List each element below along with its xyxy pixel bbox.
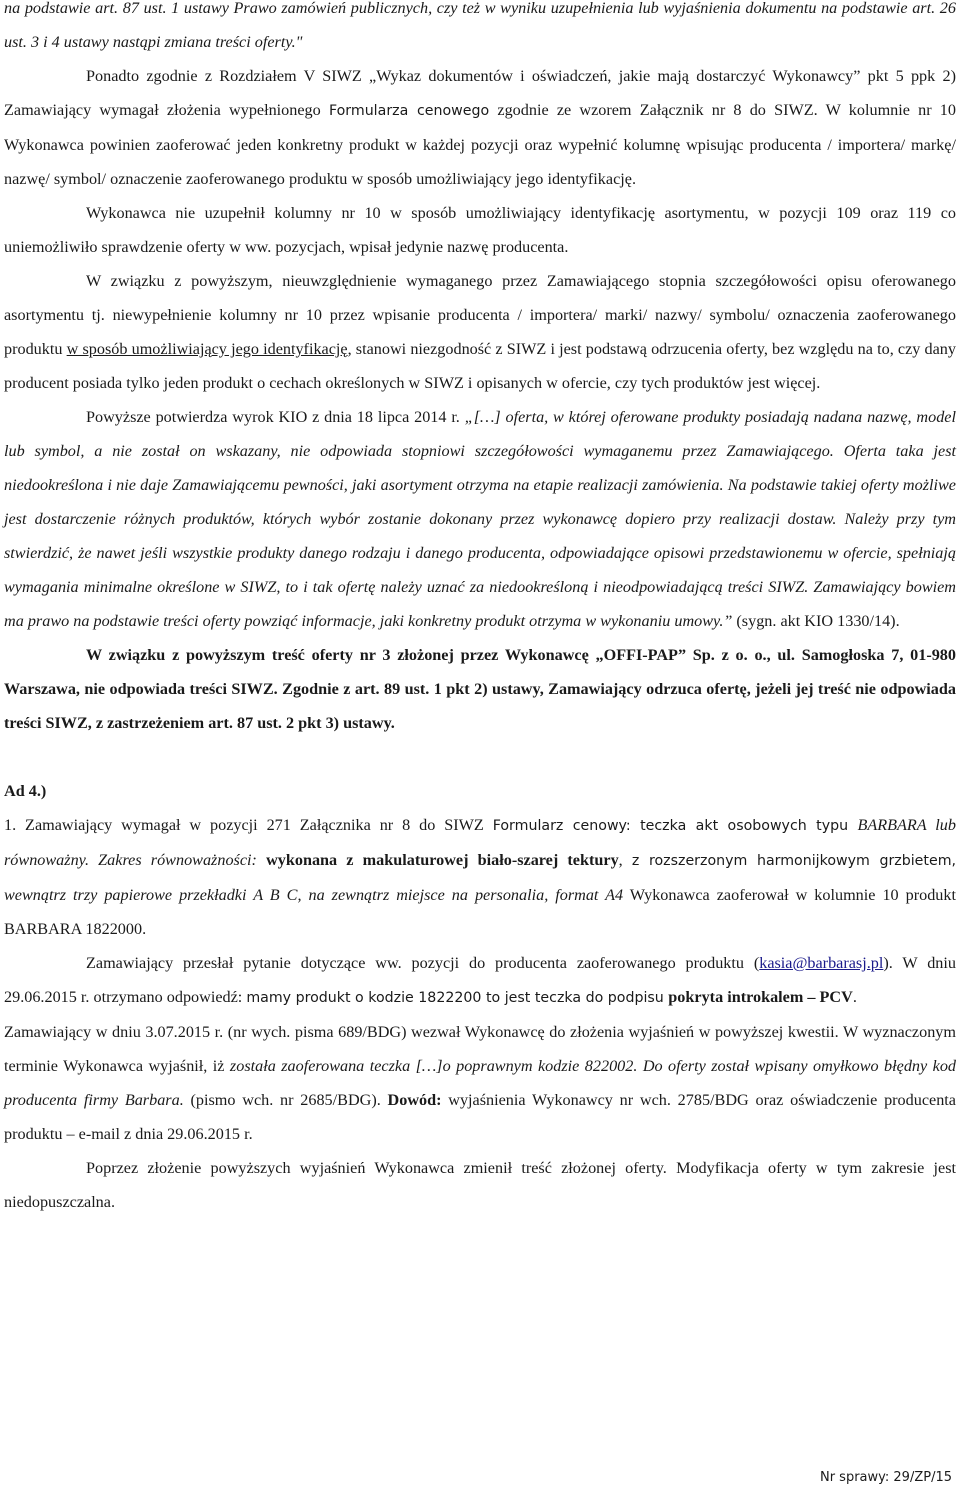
text: Poprzez złożenie powyższych wyjaśnień Wykonawca zmienił treść złożonej oferty. Modyfikacja oferty w tym zakresie jest niedopuszczalna. [4,1159,956,1211]
text: , [618,851,632,869]
paragraph-deficiency [4,196,956,264]
text: W związku z powyższym, nieuwzględnienie wymaganego przez Zamawiającego stopnia szczegółowości opisu oferowanego asortymentu tj. niewypełnienie kolumny nr 10 przez wpisanie producenta / importera/ marki/ nazwy/ symbolu/ oznaczenia zaoferowanego produktu [4,272,956,358]
underlined-phrase: w sposób umożliwiający jego identyfikację [66,340,348,358]
spacer [4,740,956,774]
material-spec: wykonana z makulaturowej biało-szarej tektury [266,851,619,869]
paragraph-item-271 [4,808,956,946]
text: ). W dniu 29.06.2015 r. otrzymano odpowiedź: [4,954,956,1006]
decision-text: W związku z powyższym treść oferty nr 3 złożonej przez Wykonawcę „OFFI-PAP” Sp. z o. o., ul. Samogłoska 7, 01-980 Warszawa, nie odpowiada treści SIWZ. Zgodnie z art. 89 ust. 1 pkt 2) ustawy, Zamawiający odrzuca ofertę, jeżeli jej treść nie odpowiada treści SIWZ, z zastrzeżeniem art. 87 ust. 2 pkt 3) ustawy. [4,646,956,732]
text: Powyższe potwierdza wyrok KIO z dnia 18 lipca 2014 r. [86,408,465,426]
paragraph-explanation-request [4,1015,956,1151]
text: Zamawiający w dniu 3.07.2015 r. (nr wych. pisma 689/BDG) wezwał Wykonawcę do złożenia wyjaśnień w powyższej kwestii. W wyznaczonym terminie Wykonawca wyjaśnił, iż [4,1023,956,1075]
email-link[interactable]: kasia@barbarasj.pl [759,954,884,972]
text: , stanowi niezgodność z SIWZ i jest podstawą odrzucenia oferty, bez względu na to, czy dany producent posiada tylko jeden produkt o cechach określonych w SIWZ i opisanych w ofercie, czy tych produktów jest więcej. [4,340,956,392]
text: Zamawiający przesłał pytanie dotyczące ww. pozycji do producenta zaoferowanego produktu ( [86,954,760,972]
text: Wykonawca zaoferował w kolumnie 10 produkt BARBARA 1822000. [4,886,956,938]
text: wyjaśnienia Wykonawcy nr wch. 2785/BDG oraz oświadczenie producenta produktu – e-mail z dnia 29.06.2015 r. [4,1091,956,1143]
quote-text: na podstawie art. 87 ust. 1 ustawy Prawo zamówień publicznych, czy też w wyniku uzupełnienia lub wyjaśnienia dokumentu na podstawie art. 26 ust. 3 i 4 ustawy nastąpi zmiana treści oferty." [4,0,956,51]
case-reference: (sygn. akt KIO 1330/14). [732,612,900,630]
paragraph-quote-end [4,0,956,59]
evidence-label: Dowód: [387,1091,442,1109]
text: . [852,988,857,1006]
section-heading: Ad 4.) [4,782,47,800]
producer-answer: mamy produkt o kodzie 1822200 to jest teczka do podpisu [246,990,669,1006]
paragraph-consequence [4,264,956,400]
text: 1. Zamawiający wymagał w pozycji 271 Załącznika nr 8 do SIWZ [4,816,493,834]
spine-spec: z rozszerzonym harmonijkowym grzbietem, [631,853,957,869]
paragraph-requirements [4,59,956,196]
dividers-spec: wewnątrz trzy papierowe przekładki A B C, na zewnątrz miejsce na personalia, format A4 [4,886,624,904]
ruling-quote: „[…] oferta, w której oferowane produkty posiadają nadana nazwę, model lub symbol, a nie został on wskazany, nie odpowiada stopniowi szczegółowości wymaganemu przez Zamawiającego. Oferta taka jest niedookreślona i nie daje Zamawiającemu pewności, jaki asortyment otrzyma na etapie realizacji zamówienia. Na podstawie takiej oferty możliwe jest dostarczenie różnych produktów, których wybór zostanie dokonany przez wykonawcę dopiero przy realizacji dostaw. Należy przy tym stwierdzić, że nawet jeśli wszystkie produkty danego rodzaju i danego producenta, odpowiadające opisowi przedstawionemu w ofercie, spełniają wymagania minimalne określone w SIWZ, to i tak ofertę należy uznać za niedookreśloną i nieodpowiadającą treści SIWZ. Zamawiający bowiem ma prawo na podstawie treści oferty powziąć informacje, jaki konkretny produkt otrzyma w wykonaniu umowy.” [4,408,956,630]
paragraph-kio-ruling [4,400,956,638]
case-number: Nr sprawy: 29/ZP/15 [819,1470,952,1485]
coating-spec: pokryta introkalem – PCV [668,988,853,1006]
text: Wykonawca nie uzupełnił kolumny nr 10 w sposób umożliwiający identyfikację asortymentu, w pozycji 109 oraz 119 co uniemożliwiło sprawdzenie oferty w ww. pozycjach, wpisał jedynie nazwę producenta. [4,204,956,256]
form-name: Formularza cenowego [328,103,490,119]
paragraph-producer-question [4,946,956,1015]
form-text: Formularz cenowy: teczka akt osobowych typu [492,818,858,834]
text: zgodnie ze wzorem Załącznik nr 8 do SIWZ. W kolumnie nr 10 Wykonawca powinien zaoferować jeden konkretny produkt w każdej pozycji oraz wypełnić kolumnę wpisując producenta / importera/ markę/ nazwę/ symbol/ oznaczenie zaoferowanego produktu w sposób umożliwiający jego identyfikację. [4,101,956,188]
text: (pismo wch. nr 2685/BDG). [183,1091,388,1109]
contractor-explanation: została zaoferowana teczka […]o poprawnym kodzie 822002. Do oferty został wpisany omyłkowo błędny kod producenta firmy Barbara. [4,1057,957,1109]
paragraph-decision [4,638,956,740]
text: Ponadto zgodnie z Rozdziałem V SIWZ „Wykaz dokumentów i oświadczeń, jakie mają dostarczyć Wykonawcy” pkt 5 ppk 2) Zamawiający wymagał złożenia wypełnionego [4,67,956,119]
equivalence-text: BARBARA lub równoważny. Zakres równoważności: [4,816,956,869]
paragraph-conclusion [4,1151,956,1219]
